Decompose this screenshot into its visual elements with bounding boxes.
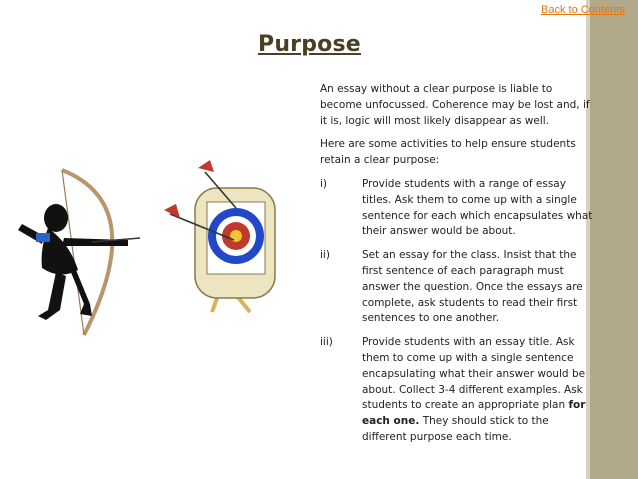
arrow-fletching-icon xyxy=(164,204,180,218)
list-text-part: Provide students with an essay title. Ask them to come up with a single sentence encapsulating what their answer would be about. Collect 3-4 different examples. Ask students to create an appropriate plan xyxy=(362,336,586,412)
list-text: Provide students with a range of essay titles. Ask them to come up with a single sentence for each which encapsulates what their answer would be about. xyxy=(362,177,593,238)
list-item xyxy=(320,335,595,446)
lead-paragraph: Here are some activities to help ensure students retain a clear purpose: xyxy=(320,138,576,167)
list-text: Set an essay for the class. Insist that the first sentence of each paragraph must answer the question. Once the essays are complete, ask students to read their first sentences to one another. xyxy=(362,249,583,325)
list-text xyxy=(362,335,595,446)
list-number: ii) xyxy=(320,249,330,262)
list-text-part: They should stick to the different purpose each time. xyxy=(362,415,549,443)
back-to-contents-link[interactable]: Back to Contents xyxy=(541,4,625,16)
arrow-fletching-icon xyxy=(198,160,214,172)
list-number: iii) xyxy=(320,336,333,349)
list-item xyxy=(320,248,595,327)
archer-glove xyxy=(36,233,50,242)
list-item xyxy=(320,177,595,240)
right-sidebar xyxy=(590,0,638,479)
target-icon xyxy=(208,208,264,264)
page-title: Purpose xyxy=(258,32,361,57)
list-number: i) xyxy=(320,177,328,190)
content-text xyxy=(320,82,595,454)
archery-clipart xyxy=(0,140,320,340)
list-text-bold: for each one. xyxy=(362,399,586,428)
intro-paragraph: An essay without a clear purpose is liable to become unfocussed. Coherence may be lost and, if it is, logic will most likely disappear as well. xyxy=(320,83,590,127)
